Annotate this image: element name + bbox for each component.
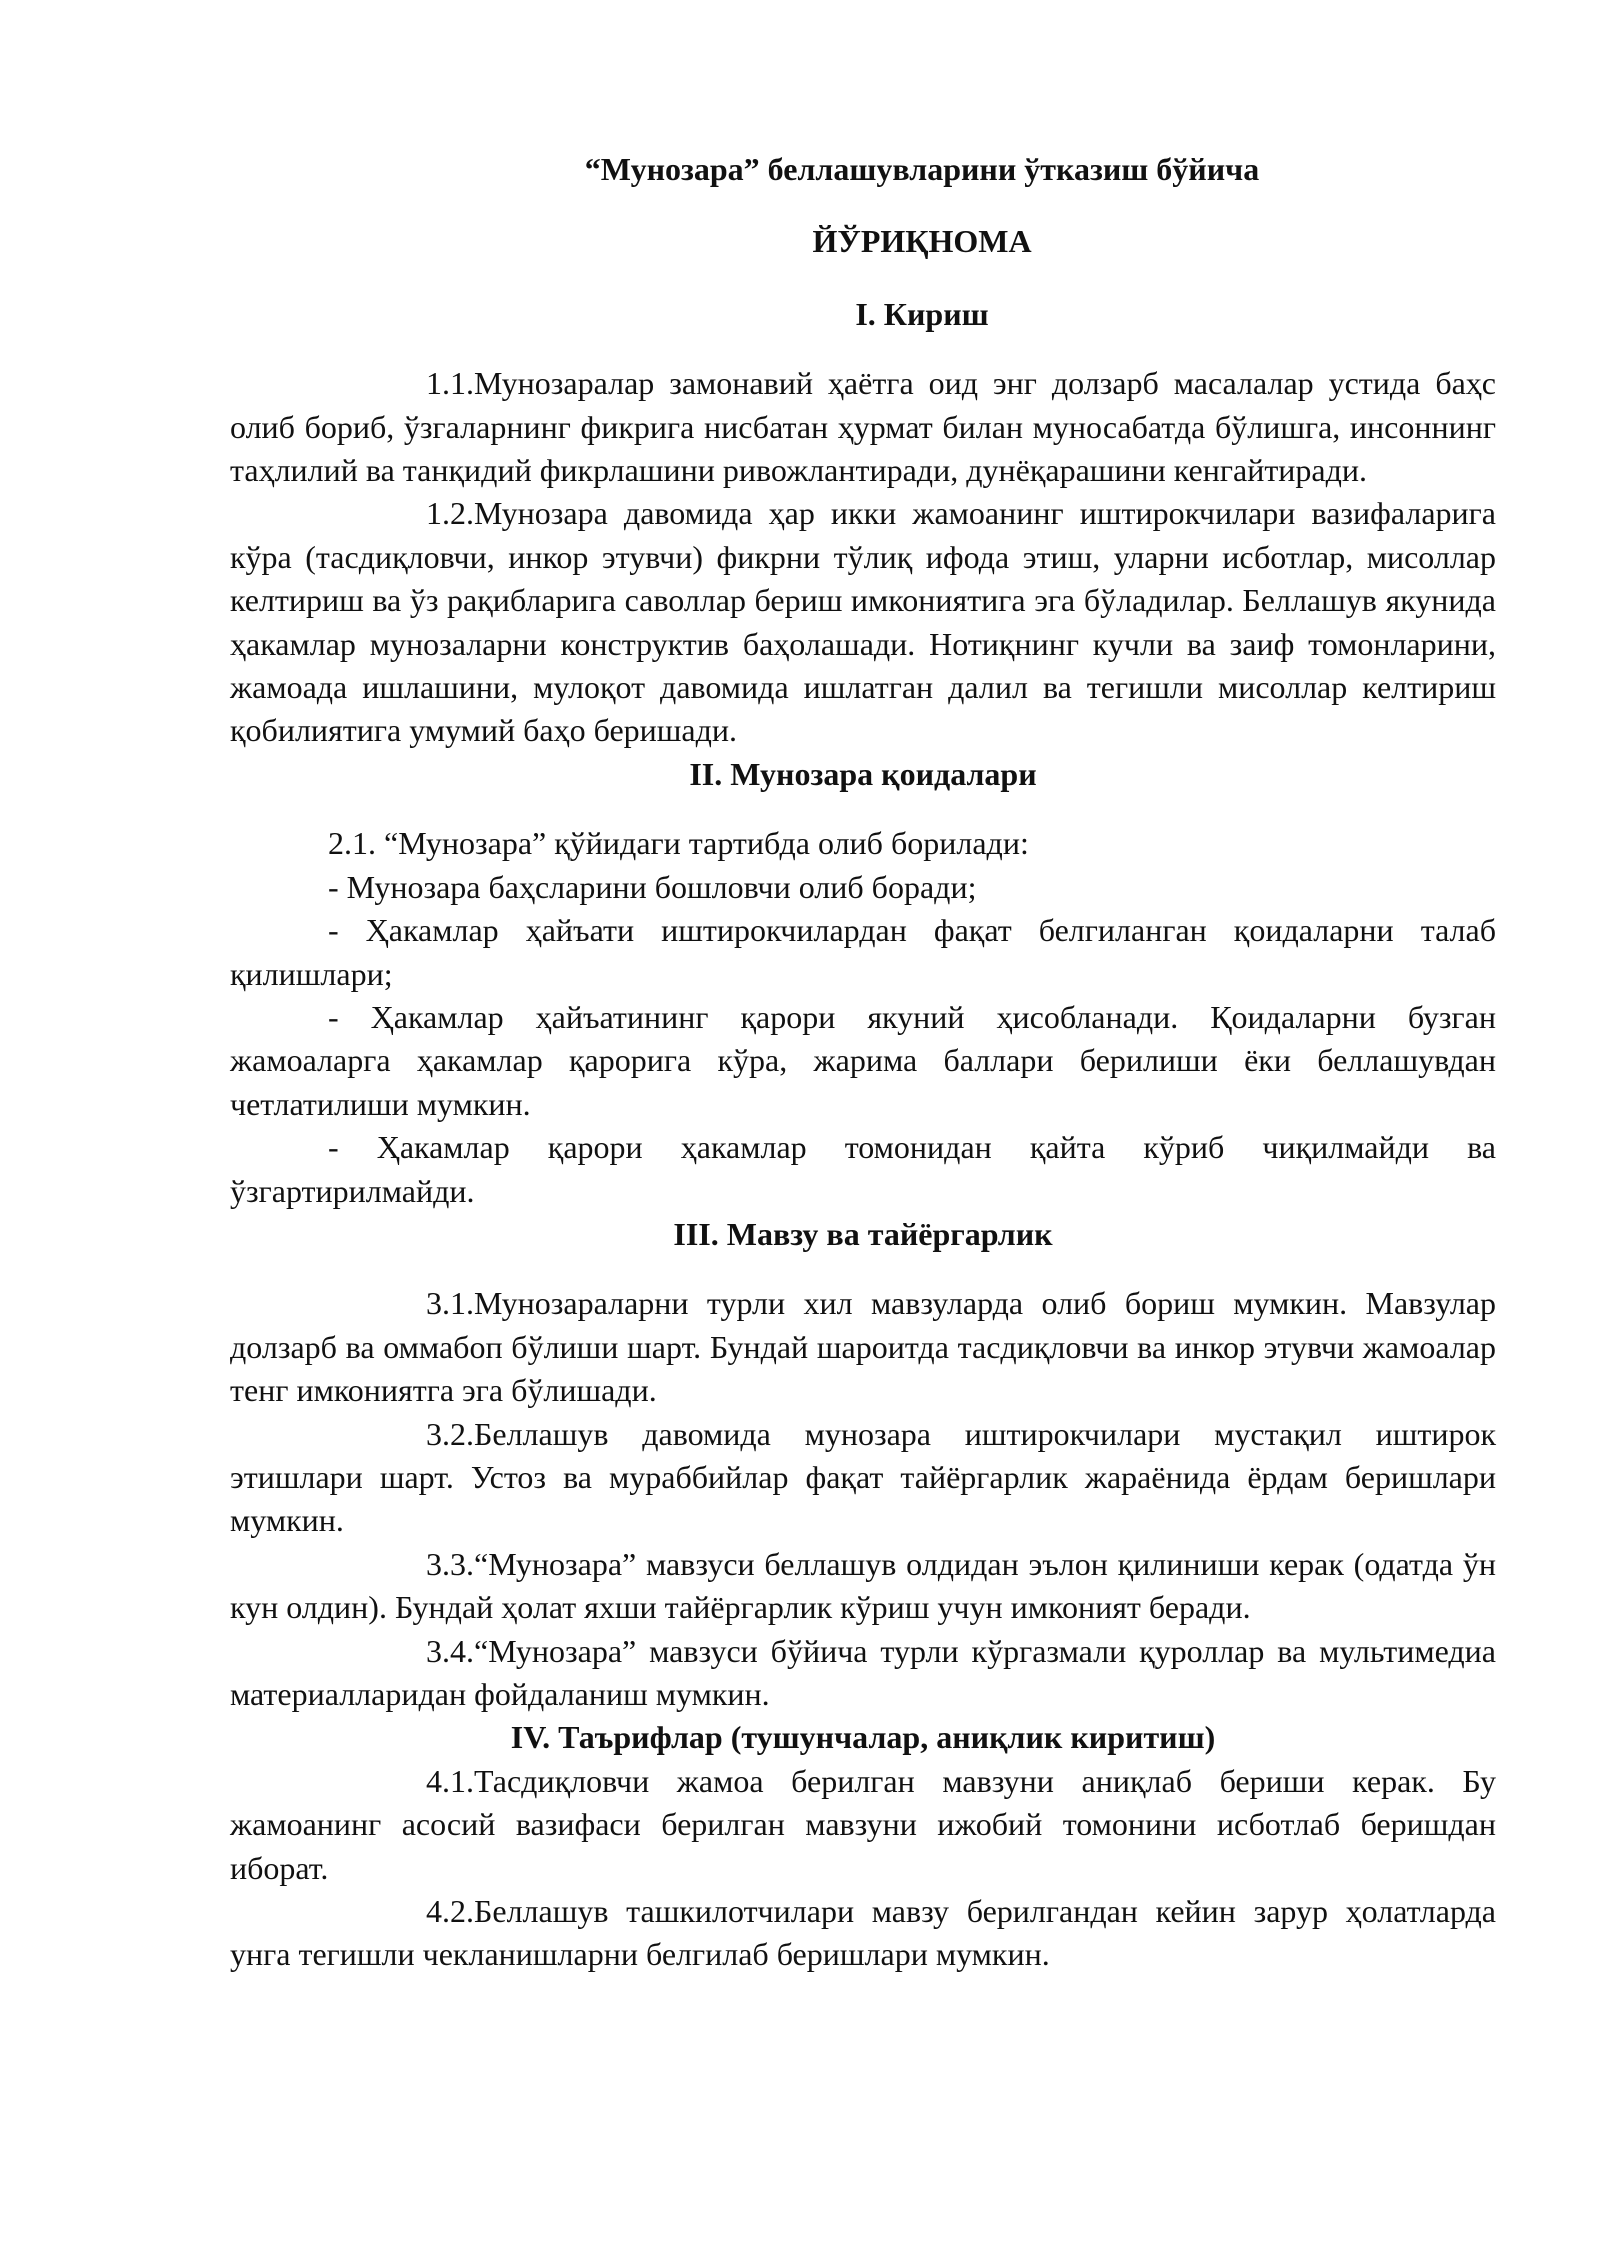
section-heading-rules: II. Мунозара қоидалари: [689, 755, 1037, 792]
paragraph-text: “Мунозара” мавзуси беллашув олдидан эълон қилиниши керак (одатда ўн кун олдин). Бундай ҳолат яхши тайёргарлик кўриш учун имконият беради.: [230, 1545, 1496, 1626]
paragraph-text: Тасдиқловчи жамоа берилган мавзуни аниқлаб бериши керак. Бу жамоанинг асосий вазифаси берилган мавзуни ижобий томонини исботлаб беришдан иборат.: [230, 1762, 1496, 1886]
paragraph-number: 3.2.: [426, 1415, 474, 1452]
section-heading-introduction: I. Кириш: [855, 295, 989, 332]
section-heading-topic: III. Мавзу ва тайёргарлик: [673, 1215, 1053, 1252]
paragraph-3-1: [230, 1282, 1496, 1412]
rule-item: - Ҳакамлар ҳайъати иштирокчилардан фақат белгиланган қоидаларни талаб қилишлари;: [230, 912, 1496, 992]
document-title: ЙЎРИҚНОМА: [812, 223, 1032, 260]
paragraph-number: 1.2.: [426, 495, 474, 532]
section-heading-definitions: IV. Таърифлар (тушунчалар, аниқлик киритиш): [510, 1719, 1216, 1756]
paragraph-text: Мунозаралар замонавий ҳаётга оид энг долзарб масалалар устида баҳс олиб бориб, ўзгаларнинг фикрига нисбатан ҳурмат билан муносабатда бўлишга, инсоннинг таҳлилий ва танқидий фикрлашини ривожлантиради, дунёқарашини кенгайтиради.: [230, 365, 1496, 489]
paragraph-text: Беллашув ташкилотчилари мавзу берилгандан кейин зарур ҳолатларда унга тегишли чекланишларни белгилаб беришлари мумкин.: [230, 1893, 1496, 1973]
paragraph-text: Мунозараларни турли хил мавзуларда олиб бориш мумкин. Мавзулар долзарб ва оммабоп бўлиши шарт. Бундай шароитда тасдиқловчи ва инкор этувчи жамоалар тенг имкониятга эга бўлишади.: [230, 1285, 1496, 1409]
paragraph-number: 4.2.: [426, 1893, 474, 1930]
paragraph-1-1: [230, 362, 1496, 492]
rule-item: - Мунозара баҳсларини бошловчи олиб боради;: [328, 868, 977, 905]
paragraph-4-1: [230, 1760, 1496, 1890]
paragraph-number: 3.3.: [426, 1545, 474, 1582]
paragraph-number: 3.4.: [426, 1632, 474, 1669]
paragraph-1-2: [230, 492, 1496, 752]
paragraph-number: 1.1.: [426, 365, 474, 402]
paragraph-3-4: [230, 1630, 1496, 1717]
paragraph-number: 4.1.: [426, 1762, 474, 1799]
paragraph-text: Беллашув давомида мунозара иштирокчилари мустақил иштирок этишлари шарт. Устоз ва мураббийлар фақат тайёргарлик жараёнида ёрдам беришлари мумкин.: [230, 1415, 1496, 1539]
document-page: [230, 148, 1496, 1977]
paragraph-number: 3.1.: [426, 1285, 474, 1322]
paragraph-3-3: [230, 1543, 1496, 1630]
paragraph-4-2: [230, 1890, 1496, 1977]
paragraph-text: “Мунозара” мавзуси бўйича турли кўргазмали қуроллар ва мультимедиа материалларидан фойдаланиш мумкин.: [230, 1632, 1496, 1712]
rule-item: - Ҳакамлар қарори ҳакамлар томонидан қайта кўриб чиқилмайди ва ўзгартирилмайди.: [230, 1129, 1496, 1209]
paragraph-text: Мунозара давомида ҳар икки жамоанинг иштирокчилари вазифаларига кўра (тасдиқловчи, инкор этувчи) фикрни тўлиқ ифода этиш, уларни исботлар, мисоллар келтириш ва ўз рақибларига саволлар бериш имкониятига эга бўладилар. Беллашув якунида ҳакамлар мунозаларни конструктив баҳолашади. Нотиқнинг кучли ва заиф томонларини, жамоада ишлашини, мулоқот давомида ишлатган далил ва тегишли мисоллар келтириш қобилиятига умумий баҳо беришади.: [230, 495, 1496, 749]
paragraph-3-2: [230, 1413, 1496, 1543]
paragraph-2-1: 2.1. “Мунозара” қўйидаги тартибда олиб борилади:: [328, 825, 1029, 862]
document-title-line: “Мунозара” беллашувларини ўтказиш бўйича: [584, 151, 1260, 187]
rule-item: - Ҳакамлар ҳайъатининг қарори якуний ҳисобланади. Қоидаларни бузган жамоаларга ҳакамлар қарорига кўра, жарима баллари берилиши ёки беллашувдан четлатилиши мумкин.: [230, 998, 1496, 1122]
